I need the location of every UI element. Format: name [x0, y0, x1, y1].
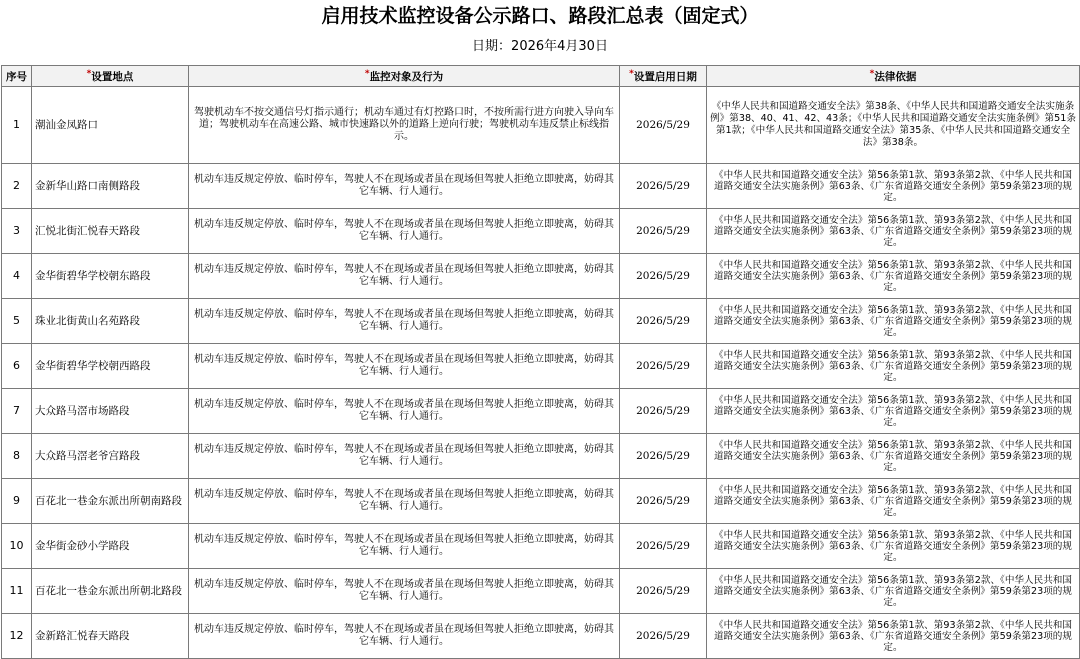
cell-location: 金华街碧华学校朝西路段	[32, 344, 189, 389]
required-mark: *	[86, 68, 92, 79]
table-row	[2, 569, 1080, 614]
cell-location: 珠业北街黄山名苑路段	[32, 299, 189, 344]
cell-law: 《中华人民共和国道路交通安全法》第56条第1款、第93条第2款、《中华人民共和国道路交通安全法实施条例》第63条、《广东省道路交通安全条例》第59条第23项的规定。	[707, 479, 1080, 524]
cell-idx: 12	[2, 614, 32, 659]
document-date: 日期：2026年4月30日	[472, 39, 608, 54]
table-row	[2, 299, 1080, 344]
required-mark: *	[869, 68, 875, 79]
cell-law: 《中华人民共和国道路交通安全法》第56条第1款、第93条第2款、《中华人民共和国道路交通安全法实施条例》第63条、《广东省道路交通安全条例》第59条第23项的规定。	[707, 614, 1080, 659]
table-row	[2, 164, 1080, 209]
cell-law: 《中华人民共和国道路交通安全法》第56条第1款、第93条第2款、《中华人民共和国道路交通安全法实施条例》第63条、《广东省道路交通安全条例》第59条第23项的规定。	[707, 254, 1080, 299]
cell-idx: 9	[2, 479, 32, 524]
cell-location: 百花北一巷金东派出所朝北路段	[32, 569, 189, 614]
cell-start-date: 2026/5/29	[620, 569, 707, 614]
cell-law: 《中华人民共和国道路交通安全法》第56条第1款、第93条第2款、《中华人民共和国道路交通安全法实施条例》第63条、《广东省道路交通安全条例》第59条第23项的规定。	[707, 299, 1080, 344]
cell-behavior: 机动车违反规定停放、临时停车，驾驶人不在现场或者虽在现场但驾驶人拒绝立即驶离，妨碍其它车辆、行人通行。	[189, 389, 620, 434]
header-behavior-label: 监控对象及行为	[369, 70, 444, 83]
cell-behavior: 机动车违反规定停放、临时停车，驾驶人不在现场或者虽在现场但驾驶人拒绝立即驶离，妨碍其它车辆、行人通行。	[189, 479, 620, 524]
header-law	[707, 66, 1080, 87]
table-row	[2, 344, 1080, 389]
cell-idx: 3	[2, 209, 32, 254]
cell-behavior: 机动车违反规定停放、临时停车，驾驶人不在现场或者虽在现场但驾驶人拒绝立即驶离，妨碍其它车辆、行人通行。	[189, 614, 620, 659]
cell-idx: 11	[2, 569, 32, 614]
cell-law: 《中华人民共和国道路交通安全法》第56条第1款、第93条第2款、《中华人民共和国道路交通安全法实施条例》第63条、《广东省道路交通安全条例》第59条第23项的规定。	[707, 209, 1080, 254]
table-row	[2, 209, 1080, 254]
cell-behavior: 机动车违反规定停放、临时停车，驾驶人不在现场或者虽在现场但驾驶人拒绝立即驶离，妨碍其它车辆、行人通行。	[189, 164, 620, 209]
cell-idx: 5	[2, 299, 32, 344]
cell-location: 百花北一巷金东派出所朝南路段	[32, 479, 189, 524]
table-row	[2, 614, 1080, 659]
cell-law: 《中华人民共和国道路交通安全法》第56条第1款、第93条第2款、《中华人民共和国道路交通安全法实施条例》第63条、《广东省道路交通安全条例》第59条第23项的规定。	[707, 434, 1080, 479]
cell-behavior: 驾驶机动车不按交通信号灯指示通行；机动车通过有灯控路口时，不按所需行进方向驶入导向车道；驾驶机动车在高速公路、城市快速路以外的道路上逆向行驶；驾驶机动车违反禁止标线指示。	[189, 87, 620, 164]
header-law-label: 法律依据	[874, 70, 917, 83]
header-idx-label: 序号	[6, 70, 27, 83]
page-title: 启用技术监控设备公示路口、路段汇总表（固定式）	[321, 5, 759, 27]
cell-start-date: 2026/5/29	[620, 434, 707, 479]
header-behavior	[189, 66, 620, 87]
cell-law: 《中华人民共和国道路交通安全法》第56条第1款、第93条第2款、《中华人民共和国道路交通安全法实施条例》第63条、《广东省道路交通安全条例》第59条第23项的规定。	[707, 389, 1080, 434]
table-row	[2, 389, 1080, 434]
cell-start-date: 2026/5/29	[620, 614, 707, 659]
cell-idx: 6	[2, 344, 32, 389]
cell-start-date: 2026/5/29	[620, 164, 707, 209]
cell-location: 大众路马滘市场路段	[32, 389, 189, 434]
cell-behavior: 机动车违反规定停放、临时停车，驾驶人不在现场或者虽在现场但驾驶人拒绝立即驶离，妨碍其它车辆、行人通行。	[189, 569, 620, 614]
cell-law: 《中华人民共和国道路交通安全法》第56条第1款、第93条第2款、《中华人民共和国道路交通安全法实施条例》第63条、《广东省道路交通安全条例》第59条第23项的规定。	[707, 524, 1080, 569]
cell-location: 汇悦北街汇悦春天路段	[32, 209, 189, 254]
cell-idx: 7	[2, 389, 32, 434]
table-row	[2, 479, 1080, 524]
header-location	[32, 66, 189, 87]
table-row	[2, 87, 1080, 164]
cell-law: 《中华人民共和国道路交通安全法》第56条第1款、第93条第2款、《中华人民共和国道路交通安全法实施条例》第63条、《广东省道路交通安全条例》第59条第23项的规定。	[707, 164, 1080, 209]
cell-law: 《中华人民共和国道路交通安全法》第56条第1款、第93条第2款、《中华人民共和国道路交通安全法实施条例》第63条、《广东省道路交通安全条例》第59条第23项的规定。	[707, 569, 1080, 614]
cell-start-date: 2026/5/29	[620, 479, 707, 524]
cell-start-date: 2026/5/29	[620, 524, 707, 569]
header-row	[2, 66, 1080, 87]
header-location-label: 设置地点	[91, 70, 134, 83]
table-body	[2, 87, 1080, 659]
table-row	[2, 524, 1080, 569]
cell-idx: 1	[2, 87, 32, 164]
cell-start-date: 2026/5/29	[620, 389, 707, 434]
table-row	[2, 434, 1080, 479]
summary-table	[1, 65, 1080, 659]
cell-idx: 4	[2, 254, 32, 299]
cell-location: 金华街碧华学校朝东路段	[32, 254, 189, 299]
cell-law: 《中华人民共和国道路交通安全法》第38条、《中华人民共和国道路交通安全法实施条例》第38、40、41、42、43条；《中华人民共和国道路交通安全法实施条例》第51条第1款；《中华人民共和国道路交通安全法》第35条、《中华人民共和国道路交通安全法》第38条。	[707, 87, 1080, 164]
cell-idx: 8	[2, 434, 32, 479]
cell-behavior: 机动车违反规定停放、临时停车，驾驶人不在现场或者虽在现场但驾驶人拒绝立即驶离，妨碍其它车辆、行人通行。	[189, 434, 620, 479]
cell-behavior: 机动车违反规定停放、临时停车，驾驶人不在现场或者虽在现场但驾驶人拒绝立即驶离，妨碍其它车辆、行人通行。	[189, 299, 620, 344]
cell-location: 金新华山路口南侧路段	[32, 164, 189, 209]
cell-idx: 10	[2, 524, 32, 569]
required-mark: *	[629, 68, 634, 79]
cell-location: 金华街金砂小学路段	[32, 524, 189, 569]
cell-behavior: 机动车违反规定停放、临时停车，驾驶人不在现场或者虽在现场但驾驶人拒绝立即驶离，妨碍其它车辆、行人通行。	[189, 254, 620, 299]
header-start-date-label: 设置启用日期	[633, 70, 697, 83]
cell-start-date: 2026/5/29	[620, 87, 707, 164]
header-start-date	[620, 66, 707, 87]
header-idx	[2, 66, 32, 87]
required-mark: *	[364, 68, 370, 79]
cell-start-date: 2026/5/29	[620, 254, 707, 299]
cell-location: 大众路马滘老爷宫路段	[32, 434, 189, 479]
cell-idx: 2	[2, 164, 32, 209]
cell-start-date: 2026/5/29	[620, 299, 707, 344]
cell-law: 《中华人民共和国道路交通安全法》第56条第1款、第93条第2款、《中华人民共和国道路交通安全法实施条例》第63条、《广东省道路交通安全条例》第59条第23项的规定。	[707, 344, 1080, 389]
cell-behavior: 机动车违反规定停放、临时停车，驾驶人不在现场或者虽在现场但驾驶人拒绝立即驶离，妨碍其它车辆、行人通行。	[189, 524, 620, 569]
cell-start-date: 2026/5/29	[620, 344, 707, 389]
cell-start-date: 2026/5/29	[620, 209, 707, 254]
cell-behavior: 机动车违反规定停放、临时停车，驾驶人不在现场或者虽在现场但驾驶人拒绝立即驶离，妨碍其它车辆、行人通行。	[189, 209, 620, 254]
cell-location: 潮汕金凤路口	[32, 87, 189, 164]
cell-behavior: 机动车违反规定停放、临时停车，驾驶人不在现场或者虽在现场但驾驶人拒绝立即驶离，妨碍其它车辆、行人通行。	[189, 344, 620, 389]
cell-location: 金新路汇悦春天路段	[32, 614, 189, 659]
table-header	[2, 66, 1080, 87]
table-row	[2, 254, 1080, 299]
